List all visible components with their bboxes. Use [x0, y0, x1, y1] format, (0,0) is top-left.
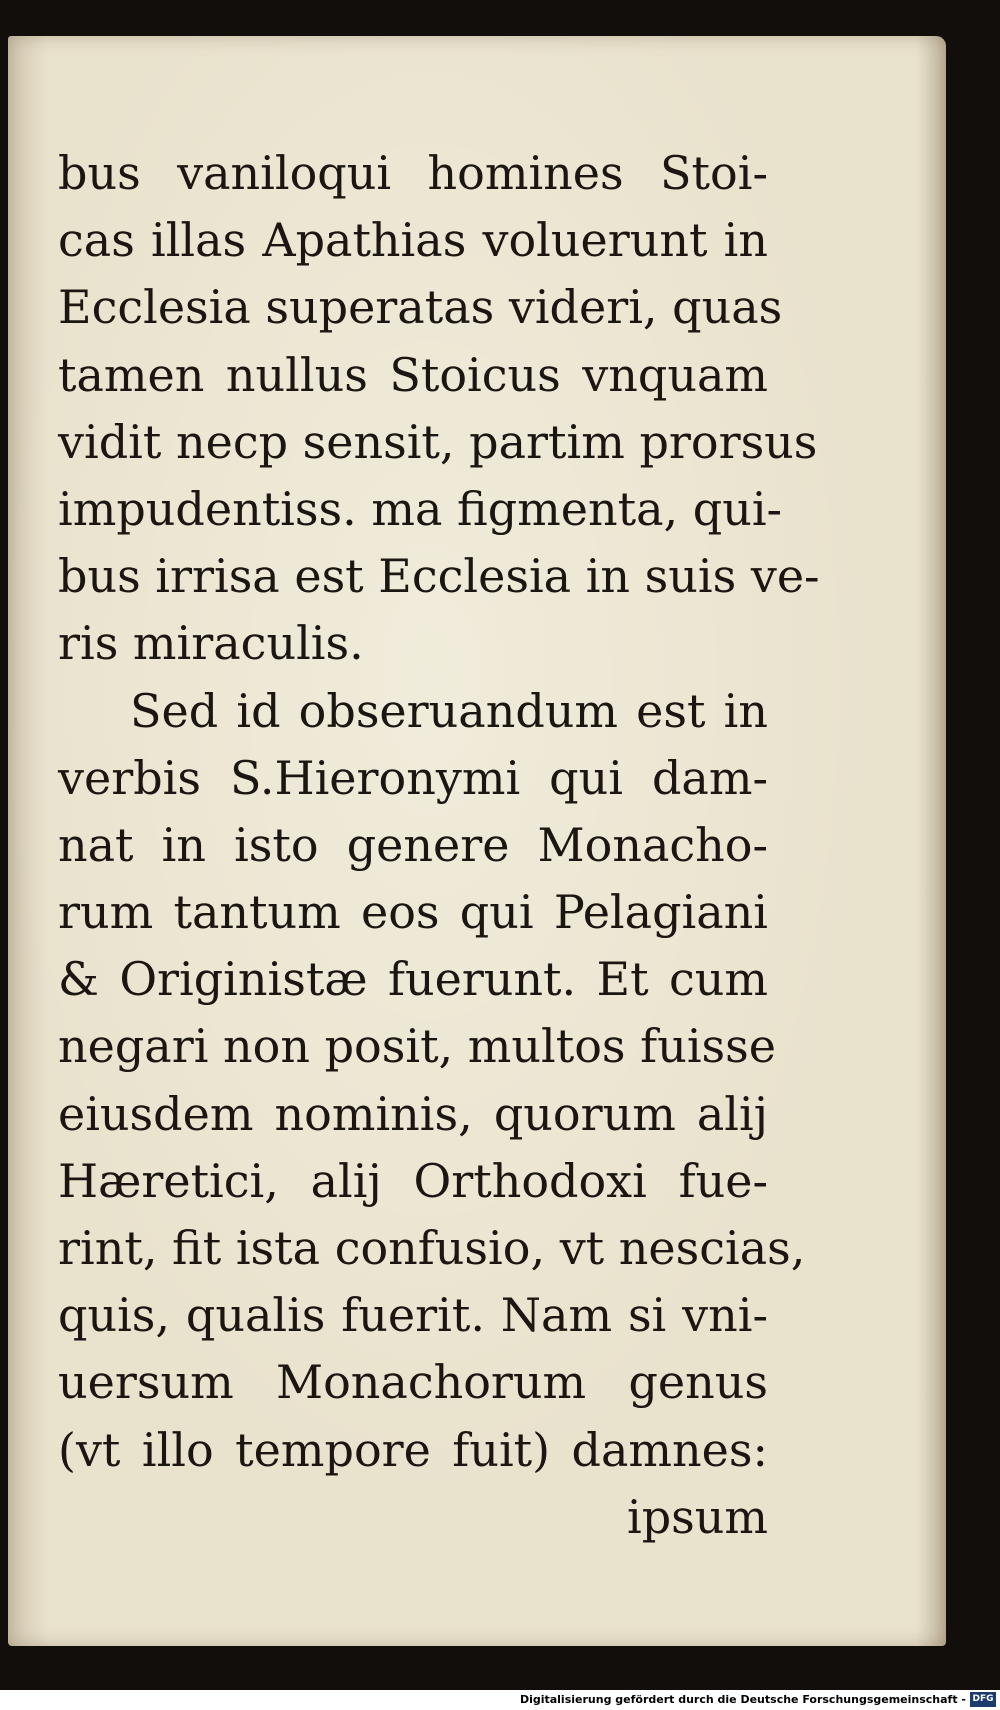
paragraph-start-line: Sed id obseruandum est in — [130, 683, 768, 738]
text-line: quis, qualis fuerit. Nam si vni- — [58, 1288, 768, 1343]
page-text — [58, 140, 820, 1551]
text-line: impudentiss. ma figmenta, qui- — [58, 481, 783, 536]
funding-credit: Digitalisierung gefördert durch die Deutsche Forschungsgemeinschaft - — [519, 1693, 966, 1706]
text-line: (vt illo tempore fuit) damnes: — [58, 1422, 768, 1477]
dfg-logo: DFG — [970, 1692, 996, 1707]
text-line: negari non posit, multos fuisse — [58, 1019, 776, 1074]
text-line: ris miraculis. — [58, 616, 364, 671]
book-page — [8, 36, 946, 1646]
text-line: Ecclesia superatas videri, quas — [58, 280, 783, 335]
text-line: uersum Monachorum genus — [58, 1355, 768, 1410]
text-line: bus irrisa est Ecclesia in suis ve- — [58, 549, 820, 604]
text-line: vidit necp sensit, partim prorsus — [58, 414, 818, 469]
catchword: ipsum — [626, 1489, 768, 1544]
text-line: rint, fit ista confusio, vt nescias, — [58, 1221, 806, 1275]
text-line: eiusdem nominis, quorum alij — [58, 1086, 768, 1141]
text-line: Hæretici, alij Orthodoxi fue- — [58, 1153, 768, 1208]
text-line: rum tantum eos qui Pelagiani — [58, 885, 768, 940]
text-line: bus vaniloqui homines Stoi- — [58, 146, 768, 200]
text-line: & Originistæ fuerunt. Et cum — [58, 952, 768, 1007]
text-line: cas illas Apathias voluerunt in — [58, 213, 768, 268]
text-line: verbis S.Hieronymi qui dam- — [58, 750, 768, 805]
text-line: nat in isto genere Monacho- — [58, 817, 768, 872]
text-line: tamen nullus Stoicus vnquam — [58, 347, 768, 402]
